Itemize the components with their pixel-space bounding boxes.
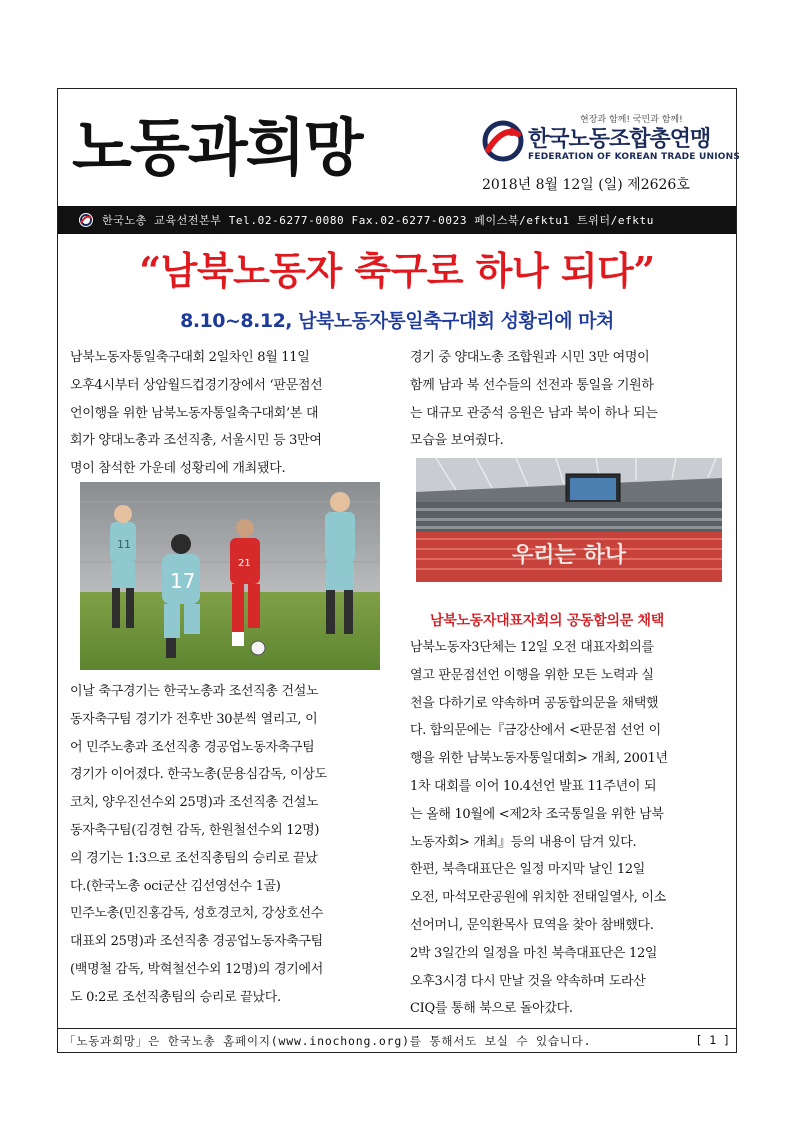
- org-slogan: 현장과 함께! 국민과 함께!: [580, 115, 683, 125]
- text-line: 명이 참석한 가운데 성황리에 개최됐다.: [70, 461, 286, 477]
- text-line: 오후4시부터 상암월드컵경기장에서 ‘판문점선: [70, 377, 323, 393]
- text-line: 다.(한국노총 oci군산 김선영선수 1골): [70, 878, 281, 894]
- right-paragraph-1: [410, 344, 726, 455]
- jersey-number: 17: [170, 569, 196, 593]
- org-name-en: FEDERATION OF KOREAN TRADE UNIONS: [528, 152, 741, 162]
- section-title: 남북노동자대표자회의 공동합의문 채택: [430, 613, 664, 629]
- text-line: 어 민주노총과 조선직총 경공업노동자축구팀: [70, 739, 315, 755]
- issue-dateline: 2018년 8월 12일 (일) 제2626호: [482, 177, 690, 193]
- contact-bar: [58, 206, 736, 234]
- text-line: 언이행을 위한 남북노동자통일축구대회’본 대: [70, 405, 319, 421]
- text-line: 남북노동자통일축구대회 2일차인 8월 11일: [70, 350, 310, 365]
- page-number: [ 1 ]: [695, 1033, 730, 1047]
- org-name: 한국노동조합총연맹: [528, 127, 711, 152]
- text-line: 오후3시경 다시 만날 것을 약속하며 도라산: [410, 973, 646, 989]
- text-line: 이날 축구경기는 한국노총과 조선직총 건설노: [70, 684, 319, 699]
- soccer-match-photo: [80, 482, 380, 670]
- text-line: 남북노동자3단체는 12일 오전 대표자회의를: [410, 640, 654, 655]
- contact-info: 한국노총 교육선전본부 Tel.02-6277-0080 Fax.02-6277-0023 페이스북/efktu1 트위터/efktu: [102, 214, 654, 227]
- text-line: 대표외 25명)과 조선직총 경공업노동자축구팀: [70, 934, 323, 950]
- left-paragraph-2: [70, 678, 400, 1012]
- page-footer: [58, 1028, 736, 1052]
- stadium-crowd-photo: [416, 458, 722, 582]
- subheadline: 8.10~8.12, 남북노동자통일축구대회 성황리에 마쳐: [180, 310, 614, 332]
- masthead-title: 노동과희망: [72, 111, 362, 184]
- soccer-photo-illustration: [80, 482, 380, 670]
- text-line: 도 0:2로 조선직총팀의 승리로 끝났다.: [70, 989, 281, 1005]
- right-paragraph-2: [410, 634, 726, 1023]
- crowd-banner-text: 우리는 하나: [512, 543, 626, 568]
- text-line: 민주노총(민진홍감독, 성호경코치, 강상호선수: [70, 906, 324, 922]
- text-line: 의 경기는 1:3으로 조선직총팀의 승리로 끝났: [70, 850, 318, 866]
- stadium-photo-illustration: [416, 458, 722, 582]
- text-line: 오전, 마석모란공원에 위치한 전태일열사, 이소: [410, 890, 666, 906]
- text-line: 선어머니, 문익환목사 묘역을 찾아 참배했다.: [410, 917, 654, 933]
- fktu-logo-icon: [482, 120, 524, 162]
- text-line: 는 올해 10월에 <제2차 조국통일을 위한 남북: [410, 806, 664, 822]
- headline: “남북노동자 축구로 하나 되다”: [139, 248, 655, 293]
- jersey-number: 11: [117, 538, 131, 551]
- text-line: 열고 판문점선언 이행을 위한 모든 노력과 실: [410, 667, 654, 683]
- text-line: 1차 대회를 이어 10.4선언 발표 11주년이 되: [410, 778, 657, 794]
- text-line: (백명철 감독, 박혁철선수외 12명)의 경기에서: [70, 961, 324, 977]
- text-line: 2박 3일간의 일정을 마친 북측대표단은 12일: [410, 945, 658, 961]
- footer-notice: 「노동과희망」은 한국노총 홈페이지(www.inochong.org)를 통해서도 보실 수 있습니다.: [64, 1034, 592, 1048]
- text-line: 는 대규모 관중석 응원은 남과 북이 하나 되는: [410, 405, 658, 421]
- text-line: 코치, 양우진선수외 25명)과 조선직총 건설노: [70, 795, 319, 811]
- jersey-number: 21: [238, 558, 251, 569]
- text-line: CIQ를 통해 북으로 돌아갔다.: [410, 1001, 573, 1017]
- left-paragraph-1: [70, 344, 400, 483]
- text-line: 천을 다하기로 약속하며 공동합의문을 채택했: [410, 695, 659, 711]
- text-line: 함께 남과 북 선수들의 선전과 통일을 기원하: [410, 377, 654, 393]
- text-line: 한편, 북측대표단은 일정 마지막 날인 12일: [410, 862, 646, 878]
- text-line: 다. 합의문에는『금강산에서 <판문점 선언 이: [410, 723, 661, 739]
- text-line: 행을 위한 남북노동자통일대회> 개최, 2001년: [410, 751, 668, 767]
- masthead: [72, 100, 412, 196]
- text-line: 모습을 보여줬다.: [410, 433, 504, 449]
- fktu-small-logo-icon: [78, 212, 94, 228]
- text-line: 경기 중 양대노총 조합원과 시민 3만 여명이: [410, 350, 650, 365]
- text-line: 노동자회> 개최』등의 내용이 담겨 있다.: [410, 834, 637, 850]
- text-line: 동자축구팀(김경현 감독, 한원철선수외 12명): [70, 822, 320, 838]
- text-line: 동자축구팀 경기가 전후반 30분씩 열리고, 이: [70, 711, 318, 727]
- text-line: 경기가 이어졌다. 한국노총(문용심감독, 이상도: [70, 767, 327, 783]
- text-line: 회가 양대노총과 조선직총, 서울시민 등 3만여: [70, 433, 322, 449]
